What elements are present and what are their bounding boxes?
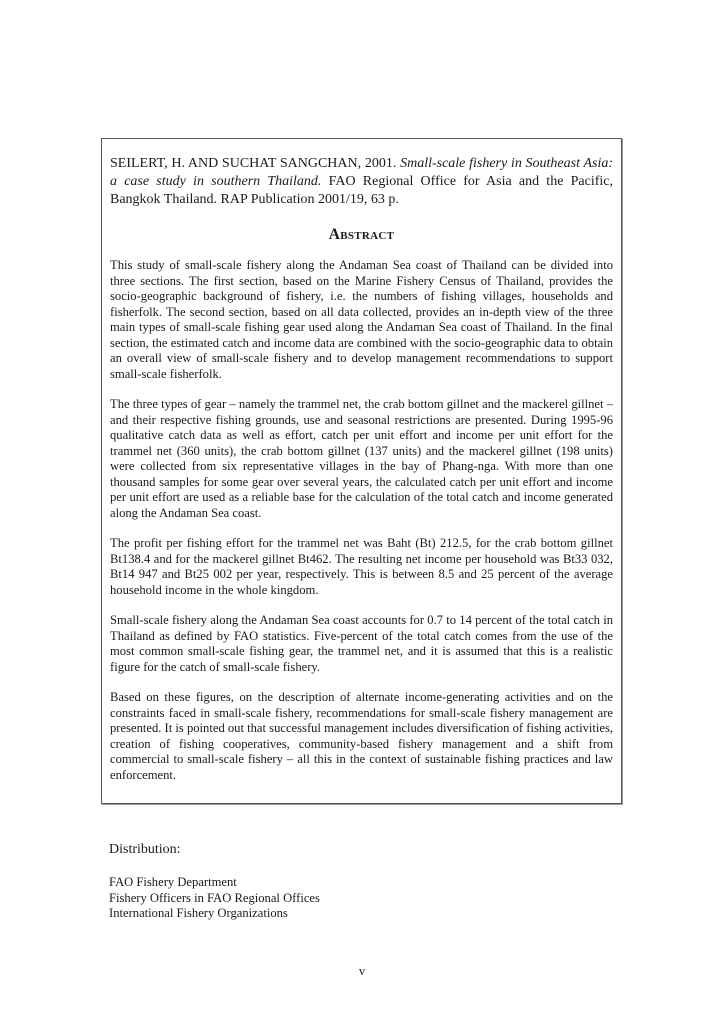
abstract-box	[101, 138, 622, 804]
citation	[110, 155, 613, 209]
abstract-paragraph-1: This study of small-scale fishery along the Andaman Sea coast of Thailand can be divided into three sections. The first section, based on the Marine Fishery Census of Thailand, provides the socio-geographic background of fishery, i.e. the numbers of fishing villages, households and fisherfolk. The second section, based on all data collected, provides an in-depth view of the three main types of small-scale fishing gear used along the Andaman Sea coast of Thailand. In the final section, the estimated catch and income data are combined with the socio-geographic data to obtain an overall view of small-scale fishery and to develop management recommendations to support small-scale fisherfolk.	[110, 258, 613, 381]
abstract-paragraph-2: The three types of gear – namely the trammel net, the crab bottom gillnet and the mackerel gillnet – and their respective fishing grounds, use and seasonal restrictions are presented. During 1995-96 qualitative catch data as well as effort, catch per unit effort and income per unit effort for the trammel net (360 units), the crab bottom gillnet (137 units) and the mackerel gillnet (198 units) were collected from six representative villages in the bay of Phang-nga. With more than one thousand samples for some gear over several years, the calculated catch per unit effort and income per unit effort are used as a reliable base for the calculation of the total catch and income generated along the Andaman Sea coast.	[110, 397, 613, 520]
abstract-heading-text: Abstract	[328, 226, 395, 243]
distribution-item: International Fishery Organizations	[109, 906, 288, 920]
abstract-paragraph-3: The profit per fishing effort for the trammel net was Baht (Bt) 212.5, for the crab bottom gillnet Bt138.4 and for the mackerel gillnet Bt462. The resulting net income per household was Bt33 032, Bt14 947 and Bt25 002 per year, respectively. This is between 8.5 and 25 percent of the average household income in the whole kingdom.	[110, 536, 613, 597]
abstract-heading	[110, 225, 613, 245]
distribution-item: FAO Fishery Department	[109, 875, 237, 889]
distribution-item: Fishery Officers in FAO Regional Offices	[109, 890, 320, 905]
distribution-section	[109, 841, 609, 922]
citation-publisher: FAO Regional Office for Asia and the Pacific, Bangkok Thailand. RAP Publication 2001/19, 63 p.	[110, 174, 613, 207]
page-number: v	[358, 964, 366, 978]
abstract-paragraph-4: Small-scale fishery along the Andaman Sea coast accounts for 0.7 to 14 percent of the total catch in Thailand as defined by FAO statistics. Five-percent of the total catch comes from the use of the most common small-scale fishing gear, the trammel net, and it is assumed that this is a realistic figure for the catch of small-scale fishery.	[110, 613, 613, 674]
citation-authors: SEILERT, H. AND SUCHAT SANGCHAN, 2001.	[110, 156, 401, 171]
distribution-list	[109, 875, 609, 922]
abstract-paragraph-5: Based on these figures, on the description of alternate income-generating activities and on the constraints faced in small-scale fishery, recommendations for small-scale fishery management are presented. It is pointed out that successful management includes diversification of fishing activities, creation of fishing cooperatives, community-based fishery management and a shift from commercial to small-scale fishery – all this in the context of sustainable fishing practices and law enforcement.	[110, 690, 613, 782]
distribution-title: Distribution:	[109, 842, 181, 857]
citation-title: Small-scale fishery in Southeast Asia: a case study in southern Thailand.	[110, 156, 613, 189]
